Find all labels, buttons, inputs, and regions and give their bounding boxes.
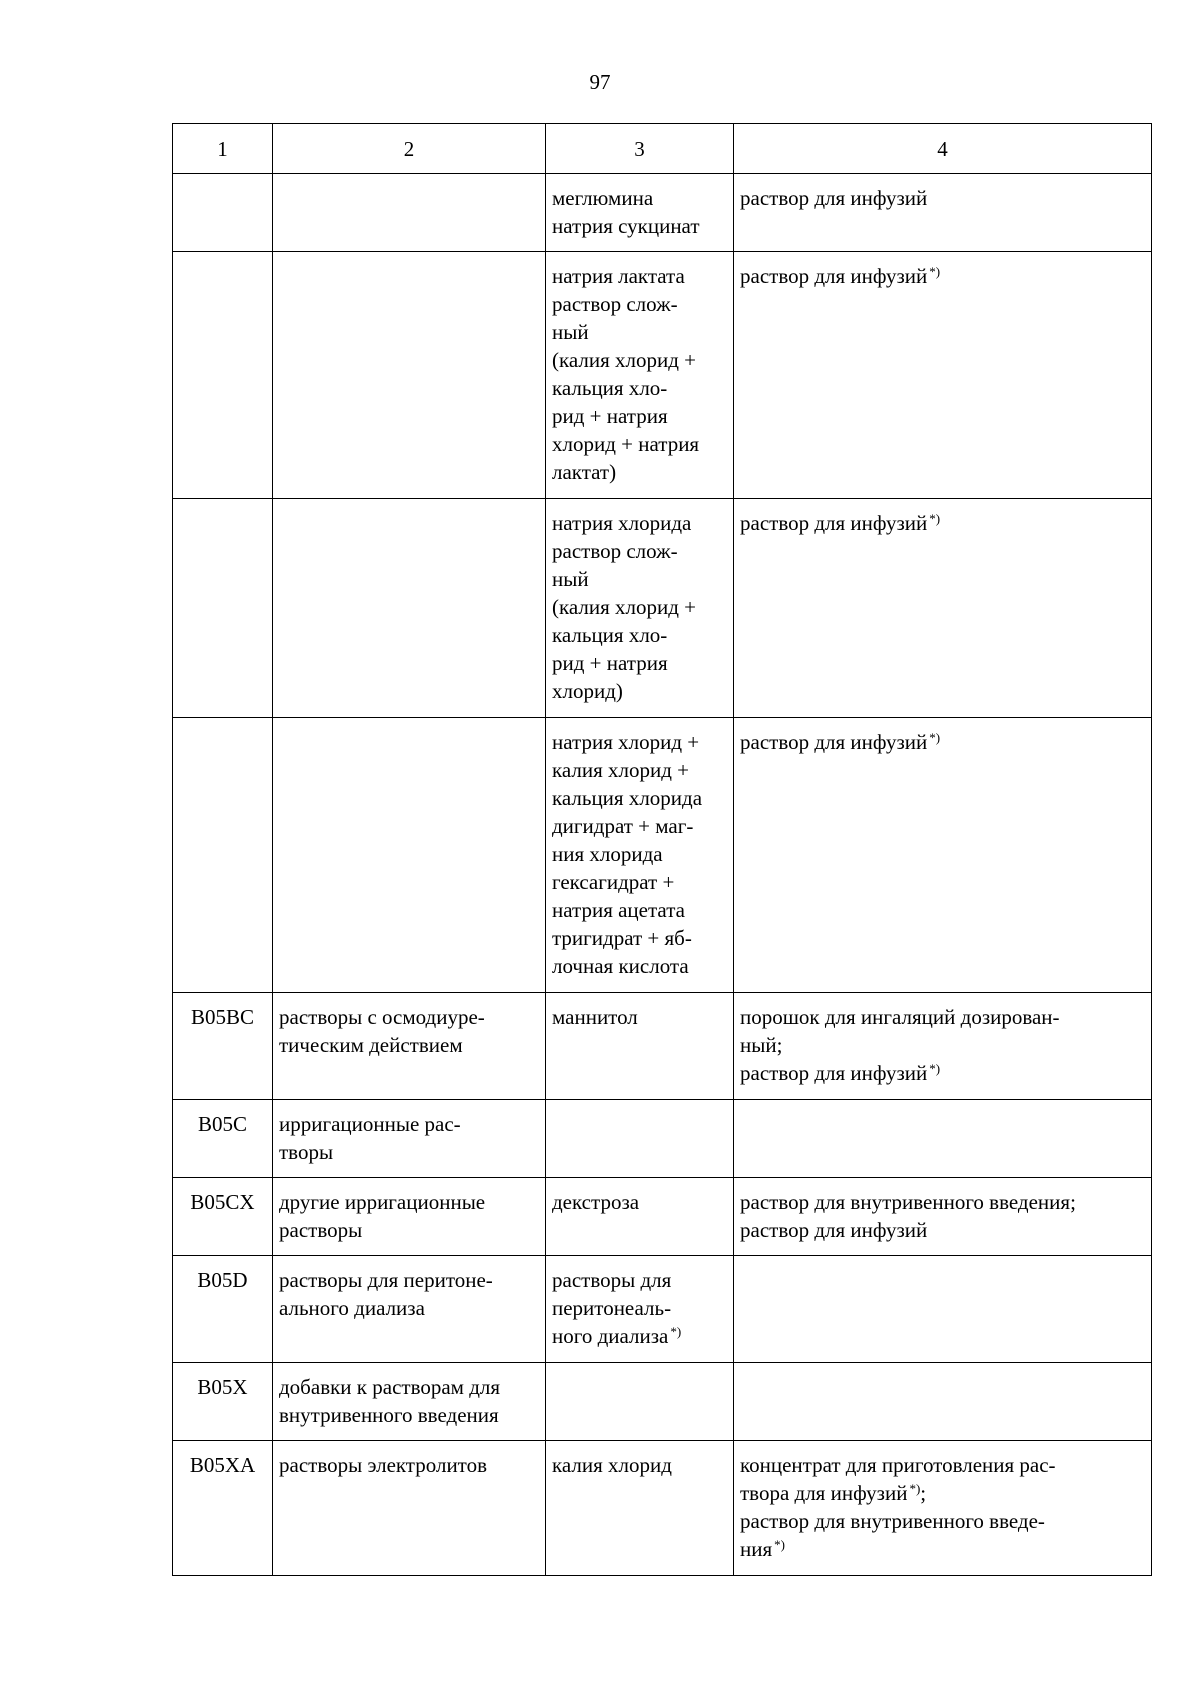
- cell-line: хлорид + натрия: [552, 432, 700, 456]
- table-row: [173, 718, 1152, 993]
- table-header-row: [173, 124, 1152, 174]
- cell-line: кальция хлорида: [552, 786, 703, 810]
- substance-cell: [546, 993, 734, 1100]
- dosage-form-text: раствор для внутривенного введения;: [740, 1190, 1076, 1214]
- cell-line: растворы для перитоне-: [279, 1268, 493, 1292]
- dosage-form-cell: [734, 718, 1152, 993]
- cell-line: натрия хлорид +: [552, 730, 700, 754]
- table-row: [173, 1441, 1152, 1576]
- substance-cell: [546, 252, 734, 499]
- dosage-form-line: [740, 1188, 1145, 1216]
- punctuation: ;: [920, 1481, 927, 1505]
- header-cell-1: 1: [173, 124, 273, 174]
- dosage-form-text: раствор для внутривенного введе-: [740, 1509, 1045, 1533]
- table-row: [173, 1363, 1152, 1441]
- footnote-mark: *): [909, 1481, 921, 1496]
- atc-code-cell: B05D: [173, 1256, 273, 1363]
- cell-line: творы: [279, 1140, 334, 1164]
- group-cell: [273, 993, 546, 1100]
- dosage-form-line: [740, 1479, 1145, 1507]
- atc-code-cell: B05C: [173, 1100, 273, 1178]
- header-cell-4: 4: [734, 124, 1152, 174]
- cell-line: растворы: [279, 1218, 363, 1242]
- footnote-mark: *): [929, 264, 941, 279]
- substance-cell: [546, 174, 734, 252]
- dosage-form-text: раствор для инфузий: [740, 1218, 928, 1242]
- group-cell: [273, 499, 546, 718]
- dosage-form-text: раствор для инфузий: [740, 186, 928, 210]
- cell-line: тическим действием: [279, 1033, 463, 1057]
- cell-line: (калия хлорид +: [552, 348, 697, 372]
- cell-line: добавки к растворам для: [279, 1375, 501, 1399]
- group-cell: [273, 1363, 546, 1441]
- substance-cell: [546, 1363, 734, 1441]
- cell-line: раствор слож-: [552, 292, 678, 316]
- cell-line: растворы для: [552, 1268, 672, 1292]
- group-cell: [273, 1256, 546, 1363]
- group-cell: [273, 718, 546, 993]
- dosage-form-cell: [734, 993, 1152, 1100]
- cell-text: ного диализа: [552, 1324, 669, 1348]
- atc-code-cell: [173, 499, 273, 718]
- dosage-form-text: раствор для инфузий: [740, 730, 928, 754]
- dosage-form-line: [740, 1216, 1145, 1244]
- dosage-form-cell: [734, 174, 1152, 252]
- cell-line: меглюмина: [552, 186, 654, 210]
- dosage-form-text: раствор для инфузий: [740, 1061, 928, 1085]
- atc-code-cell: B05XA: [173, 1441, 273, 1576]
- header-cell-3: 3: [546, 124, 734, 174]
- cell-line: [552, 1322, 727, 1350]
- dosage-form-cell: [734, 1100, 1152, 1178]
- table-row: [173, 1256, 1152, 1363]
- table-row: [173, 1178, 1152, 1256]
- atc-code-cell: B05CX: [173, 1178, 273, 1256]
- dosage-form-text: ный;: [740, 1033, 783, 1057]
- cell-line: (калия хлорид +: [552, 595, 697, 619]
- cell-line: маннитол: [552, 1005, 638, 1029]
- cell-line: натрия ацетата: [552, 898, 685, 922]
- table-row: [173, 993, 1152, 1100]
- cell-line: другие ирригационные: [279, 1190, 486, 1214]
- footnote-mark: *): [670, 1324, 682, 1339]
- table-row: [173, 1100, 1152, 1178]
- dosage-form-line: [740, 1451, 1145, 1479]
- dosage-form-cell: [734, 1178, 1152, 1256]
- cell-line: тригидрат + яб-: [552, 926, 692, 950]
- cell-line: лочная кислота: [552, 954, 689, 978]
- cell-line: калия хлорид +: [552, 758, 690, 782]
- dosage-form-line: [740, 184, 1145, 212]
- table-row: [173, 174, 1152, 252]
- dosage-form-text: концентрат для приготовления рас-: [740, 1453, 1056, 1477]
- dosage-form-text: ния: [740, 1537, 773, 1561]
- dosage-form-text: раствор для инфузий: [740, 264, 928, 288]
- cell-line: дигидрат + маг-: [552, 814, 694, 838]
- atc-code-cell: [173, 252, 273, 499]
- header-cell-2: 2: [273, 124, 546, 174]
- dosage-form-line: [740, 262, 1145, 290]
- cell-line: натрия сукцинат: [552, 214, 700, 238]
- group-cell: [273, 1100, 546, 1178]
- cell-line: ния хлорида: [552, 842, 663, 866]
- dosage-form-cell: [734, 1441, 1152, 1576]
- group-cell: [273, 1441, 546, 1576]
- cell-line: декстроза: [552, 1190, 640, 1214]
- cell-line: натрия лактата: [552, 264, 685, 288]
- cell-line: кальция хло-: [552, 376, 668, 400]
- page-number: 97: [589, 70, 611, 94]
- substance-cell: [546, 1256, 734, 1363]
- footnote-mark: *): [929, 1061, 941, 1076]
- cell-line: рид + натрия: [552, 651, 668, 675]
- group-cell: [273, 252, 546, 499]
- table-row: [173, 499, 1152, 718]
- drug-table: [172, 123, 1152, 1576]
- atc-code-cell: B05BC: [173, 993, 273, 1100]
- dosage-form-line: [740, 1003, 1145, 1031]
- substance-cell: [546, 1178, 734, 1256]
- dosage-form-text: порошок для ингаляций дозирован-: [740, 1005, 1060, 1029]
- dosage-form-line: [740, 1059, 1145, 1087]
- cell-line: гексагидрат +: [552, 870, 675, 894]
- dosage-form-line: [740, 1535, 1145, 1563]
- dosage-form-cell: [734, 499, 1152, 718]
- footnote-mark: *): [929, 511, 941, 526]
- cell-line: рид + натрия: [552, 404, 668, 428]
- atc-code-cell: [173, 174, 273, 252]
- footnote-mark: *): [929, 730, 941, 745]
- cell-line: ирригационные рас-: [279, 1112, 461, 1136]
- table-row: [173, 252, 1152, 499]
- dosage-form-line: [740, 728, 1145, 756]
- cell-line: лактат): [552, 460, 617, 484]
- substance-cell: [546, 499, 734, 718]
- dosage-form-line: [740, 1031, 1145, 1059]
- dosage-form-cell: [734, 252, 1152, 499]
- footnote-mark: *): [774, 1537, 785, 1552]
- cell-line: раствор слож-: [552, 539, 678, 563]
- substance-cell: [546, 718, 734, 993]
- dosage-form-text: твора для инфузий: [740, 1481, 908, 1505]
- cell-line: внутривенного введения: [279, 1403, 499, 1427]
- cell-line: растворы электролитов: [279, 1453, 488, 1477]
- cell-line: перитонеаль-: [552, 1296, 672, 1320]
- atc-code-cell: B05X: [173, 1363, 273, 1441]
- dosage-form-text: раствор для инфузий: [740, 511, 928, 535]
- cell-line: хлорид): [552, 679, 623, 703]
- cell-line: натрия хлорида: [552, 511, 692, 535]
- cell-line: кальция хло-: [552, 623, 668, 647]
- cell-line: ный: [552, 567, 589, 591]
- substance-cell: [546, 1100, 734, 1178]
- cell-line: ального диализа: [279, 1296, 425, 1320]
- atc-code-cell: [173, 718, 273, 993]
- cell-line: калия хлорид: [552, 1453, 672, 1477]
- dosage-form-line: [740, 1507, 1145, 1535]
- substance-cell: [546, 1441, 734, 1576]
- dosage-form-cell: [734, 1256, 1152, 1363]
- group-cell: [273, 1178, 546, 1256]
- dosage-form-line: [740, 509, 1145, 537]
- cell-line: растворы с осмодиуре-: [279, 1005, 485, 1029]
- cell-line: ный: [552, 320, 589, 344]
- group-cell: [273, 174, 546, 252]
- dosage-form-cell: [734, 1363, 1152, 1441]
